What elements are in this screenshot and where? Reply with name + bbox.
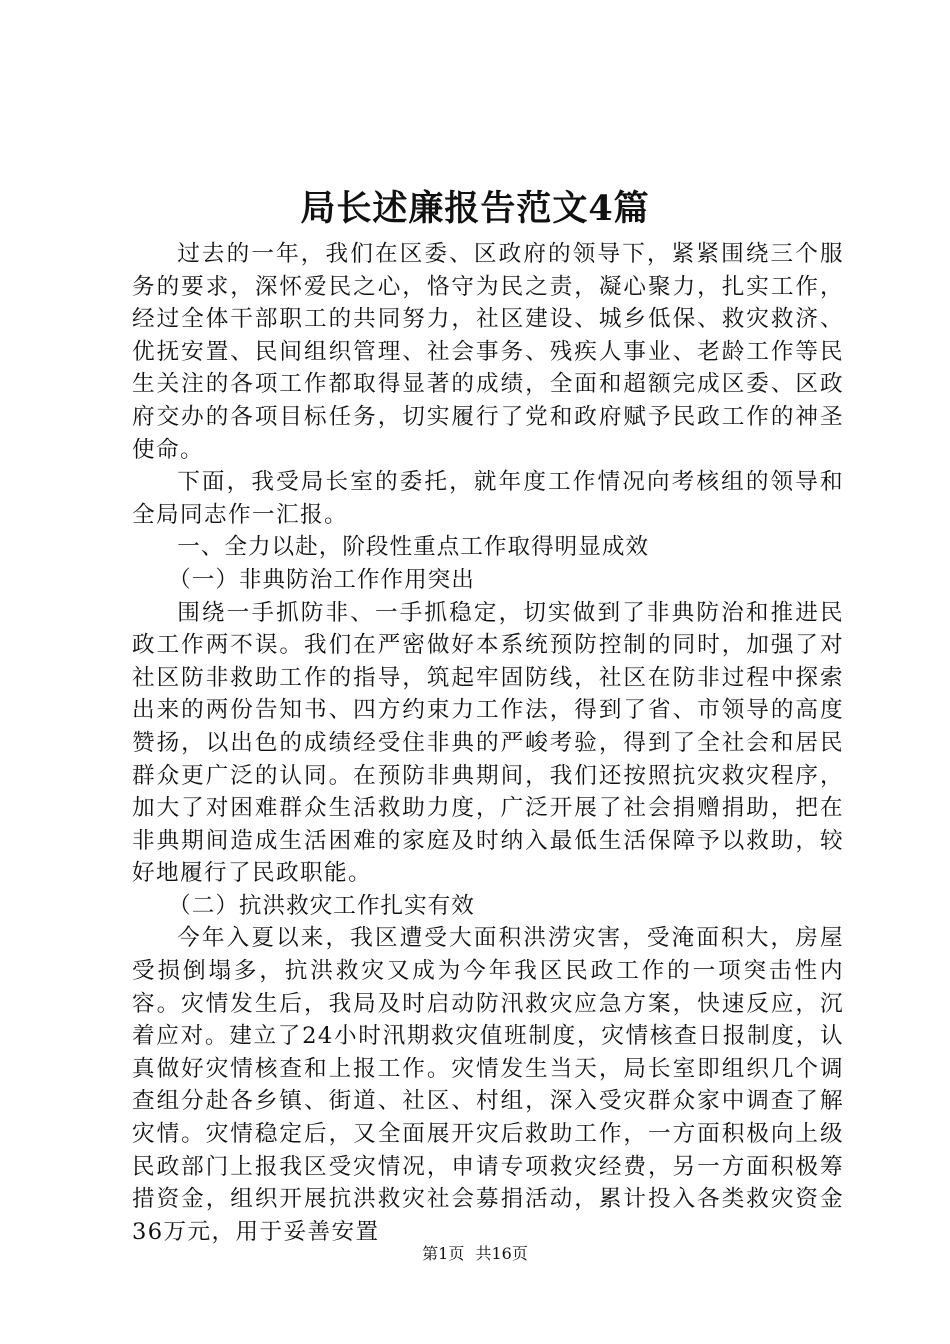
flood-paragraph: 今年入夏以来，我区遭受大面积洪涝灾害，受淹面积大，房屋受损倒塌多，抗洪救灾又成为今年我区民政工作的一项突击性内容。灾情发生后，我局及时启动防汛救灾应急方案，快速反应，沉着应对。建立了24小时汛期救灾值班制度，灾情核查日报制度，认真做好灾情核查和上报工作。灾情发生当天，局长室即组织几个调查组分赴各乡镇、街道、社区、村组，深入受灾群众家中调查了解灾情。灾情稳定后，又全面展开灾后救助工作，一方面积极向上级民政部门上报我区受灾情况，申请专项救灾经费，另一方面积极筹措资金，组织开展抗洪救灾社会募捐活动，累计投入各类救灾资金36万元，用于妥善安置 xyxy=(132,925,844,1245)
subsection-heading-flood: （二）抗洪救灾工作扎实有效 xyxy=(168,892,475,919)
page-number: 第1页 xyxy=(422,1244,465,1263)
document-title: 局长述廉报告范文4篇 xyxy=(300,188,650,229)
sars-paragraph: 围绕一手抓防非、一手抓稳定，切实做到了非典防治和推进民政工作两不误。我们在严密做好本系统预防控制的同时，加强了对社区防非救助工作的指导，筑起牢固防线，社区在防非过程中探索出来的两份告知书、四方约束力工作法，得到了省、市领导的高度赞扬，以出色的成绩经受住非典的严峻考验，得到了全社会和居民群众更广泛的认同。在预防非典期间，我们还按照抗灾救灾程序，加大了对困难群众生活救助力度，广泛开展了社会捐赠捐助，把在非典期间造成生活困难的家庭及时纳入最低生活保障予以救助，较好地履行了民政职能。 xyxy=(132,599,844,887)
page-footer xyxy=(0,1243,950,1265)
section-heading: 一、全力以赴，阶段性重点工作取得明显成效 xyxy=(177,534,650,561)
page-total: 共16页 xyxy=(475,1244,528,1263)
subsection-heading-sars: （一）非典防治工作作用突出 xyxy=(168,566,475,593)
intro-paragraph: 过去的一年，我们在区委、区政府的领导下，紧紧围绕三个服务的要求，深怀爱民之心，恪守为民之责，凝心聚力，扎实工作，经过全体干部职工的共同努力，社区建设、城乡低保、救灾救济、优抚安置、民间组织管理、社会事务、残疾人事业、老龄工作等民生关注的各项工作都取得显著的成绩，全面和超额完成区委、区政府交办的各项目标任务，切实履行了党和政府赋予民政工作的神圣使命。 xyxy=(132,241,844,463)
document-body xyxy=(132,238,844,1248)
report-intro-paragraph: 下面，我受局长室的委托，就年度工作情况向考核组的领导和全局同志作一汇报。 xyxy=(132,469,844,528)
